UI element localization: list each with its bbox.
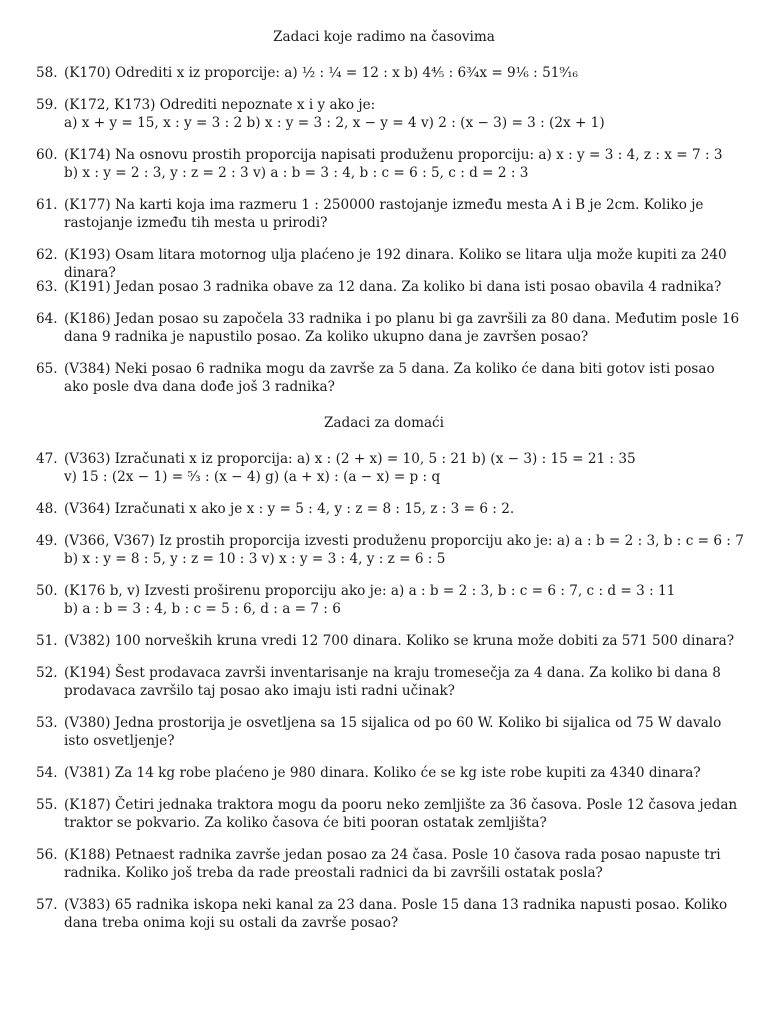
problem-text: (K193) Osam litara motornog ulja plaćeno je 192 dinara. Koliko se litara ulja može kupiti za 240 dinara? [64, 247, 727, 281]
problem-52 [36, 664, 742, 700]
problem-text: b) x : y = 2 : 3, y : z = 2 : 3 v) a : b = 3 : 4, b : c = 6 : 5, c : d = 2 : 3 [64, 165, 529, 181]
problem-text: (V381) Za 14 kg robe plaćeno je 980 dinara. Koliko će se kg iste robe kupiti za 4340 dinara? [64, 765, 701, 781]
problem-51 [36, 632, 742, 650]
problem-text: (K176 b, v) Izvesti proširenu proporciju ako je: a) a : b = 2 : 3, b : c = 6 : 7, c : d = 3 : 11 [64, 583, 676, 599]
problem-56 [36, 846, 742, 882]
problem-number: 59. [36, 97, 58, 113]
problem-text: (V384) Neki posao 6 radnika mogu da završe za 5 dana. Za koliko će dana biti gotov isti posao ako posle dva dana dođe još 3 radnika? [64, 361, 715, 395]
problem-number: 63. [36, 279, 58, 295]
problem-text: (V383) 65 radnika iskopa neki kanal za 23 dana. Posle 15 dana 13 radnika napusti posao. Koliko dana treba onima koji su ostali da završe posao? [64, 897, 728, 931]
problem-text: (V363) Izračunati x iz proporcija: a) x : (2 + x) = 10, 5 : 21 b) (x − 3) : 15 = 21 : 35 [64, 451, 636, 467]
problem-text: a) x + y = 15, x : y = 3 : 2 b) x : y = 3 : 2, x − y = 4 v) 2 : (x − 3) = 3 : (2x + 1) [64, 115, 605, 131]
problem-54 [36, 764, 742, 782]
problem-number: 50. [36, 583, 58, 599]
problem-48 [36, 500, 742, 518]
problem-text: (K191) Jedan posao 3 radnika obave za 12 dana. Za koliko bi dana isti posao obavila 4 radnika? [64, 279, 722, 295]
problem-53 [36, 714, 742, 750]
problem-49 [36, 532, 742, 568]
problem-text: (K186) Jedan posao su započela 33 radnika i po planu bi ga završili za 80 dana. Međutim posle 16 dana 9 radnika je napustilo posao. Za koliko ukupno dana je završen posao? [64, 311, 740, 345]
problem-text: (K170) Odrediti x iz proporcije: a) ½ : ¼ = 12 : x b) 4⁴⁄₅ : 6³⁄₄x = 9¹⁄₆ : 51⁹⁄₁₆ [64, 65, 578, 81]
problem-62 [36, 246, 742, 282]
problem-number: 61. [36, 197, 58, 213]
problem-number: 47. [36, 451, 58, 467]
problem-number: 64. [36, 311, 58, 327]
problem-number: 65. [36, 361, 58, 377]
problem-number: 62. [36, 247, 58, 263]
problem-65 [36, 360, 742, 396]
problem-60 [36, 146, 742, 182]
problem-number: 53. [36, 715, 58, 731]
problem-text: (K194) Šest prodavaca završi inventarisanje na kraju tromesečja za 4 dana. Za koliko bi dana 8 prodavaca završilo taj posao ako imaju isti radni učinak? [64, 665, 721, 699]
problem-59 [36, 96, 742, 132]
problem-57 [36, 896, 742, 932]
problem-text: b) a : b = 3 : 4, b : c = 5 : 6, d : a = 7 : 6 [64, 601, 341, 617]
problem-55 [36, 796, 742, 832]
problem-number: 56. [36, 847, 58, 863]
problem-number: 60. [36, 147, 58, 163]
problem-text: (K187) Četiri jednaka traktora mogu da pooru neko zemljište za 36 časova. Posle 12 časova jedan traktor se pokvario. Za koliko časova će biti pooran ostatak zemljišta? [64, 797, 738, 831]
problem-text: (V382) 100 norveških kruna vredi 12 700 dinara. Koliko se kruna može dobiti za 571 500 dinara? [64, 633, 735, 649]
problem-number: 48. [36, 501, 58, 517]
problem-number: 52. [36, 665, 58, 681]
problem-text: (V380) Jedna prostorija je osvetljena sa 15 sijalica od po 60 W. Koliko bi sijalica od 75 W davalo isto osvetljenje? [64, 715, 722, 749]
problem-text: (V366, V367) Iz prostih proporcija izvesti produženu proporciju ako je: a) a : b = 2 : 3, b : c = 6 : 7 [64, 533, 744, 549]
problem-number: 51. [36, 633, 58, 649]
problem-number: 55. [36, 797, 58, 813]
problem-58 [36, 64, 742, 82]
problem-text: v) 15 : (2x − 1) = ⁵⁄₃ : (x − 4) g) (a + x) : (a − x) = p : q [64, 469, 441, 485]
problem-47 [36, 450, 742, 486]
problem-text: (K172, K173) Odrediti nepoznate x i y ako je: [64, 97, 376, 113]
problem-61 [36, 196, 742, 232]
problem-text: (K188) Petnaest radnika završe jedan posao za 24 časa. Posle 10 časova rada posao napuste tri radnika. Koliko još treba da rade preostali radnici da bi završili ostatak posla? [64, 847, 721, 881]
problem-64 [36, 310, 742, 346]
problem-number: 58. [36, 65, 58, 81]
problem-text: (V364) Izračunati x ako je x : y = 5 : 4, y : z = 8 : 15, z : 3 = 6 : 2. [64, 501, 515, 517]
problem-63 [36, 278, 742, 296]
problem-text: b) x : y = 8 : 5, y : z = 10 : 3 v) x : y = 3 : 4, y : z = 6 : 5 [64, 551, 446, 567]
section-heading-home: Zadaci za domaći [323, 415, 445, 431]
section-heading-class: Zadaci koje radimo na časovima [273, 29, 495, 45]
problem-number: 54. [36, 765, 58, 781]
problem-number: 57. [36, 897, 58, 913]
problem-50 [36, 582, 742, 618]
problem-number: 49. [36, 533, 58, 549]
problem-text: (K174) Na osnovu prostih proporcija napisati produženu proporciju: a) x : y = 3 : 4, z : x = 7 : 3 [64, 147, 723, 163]
problem-text: (K177) Na karti koja ima razmeru 1 : 250000 rastojanje između mesta A i B je 2cm. Koliko je rastojanje između tih mesta u prirodi? [64, 197, 704, 231]
